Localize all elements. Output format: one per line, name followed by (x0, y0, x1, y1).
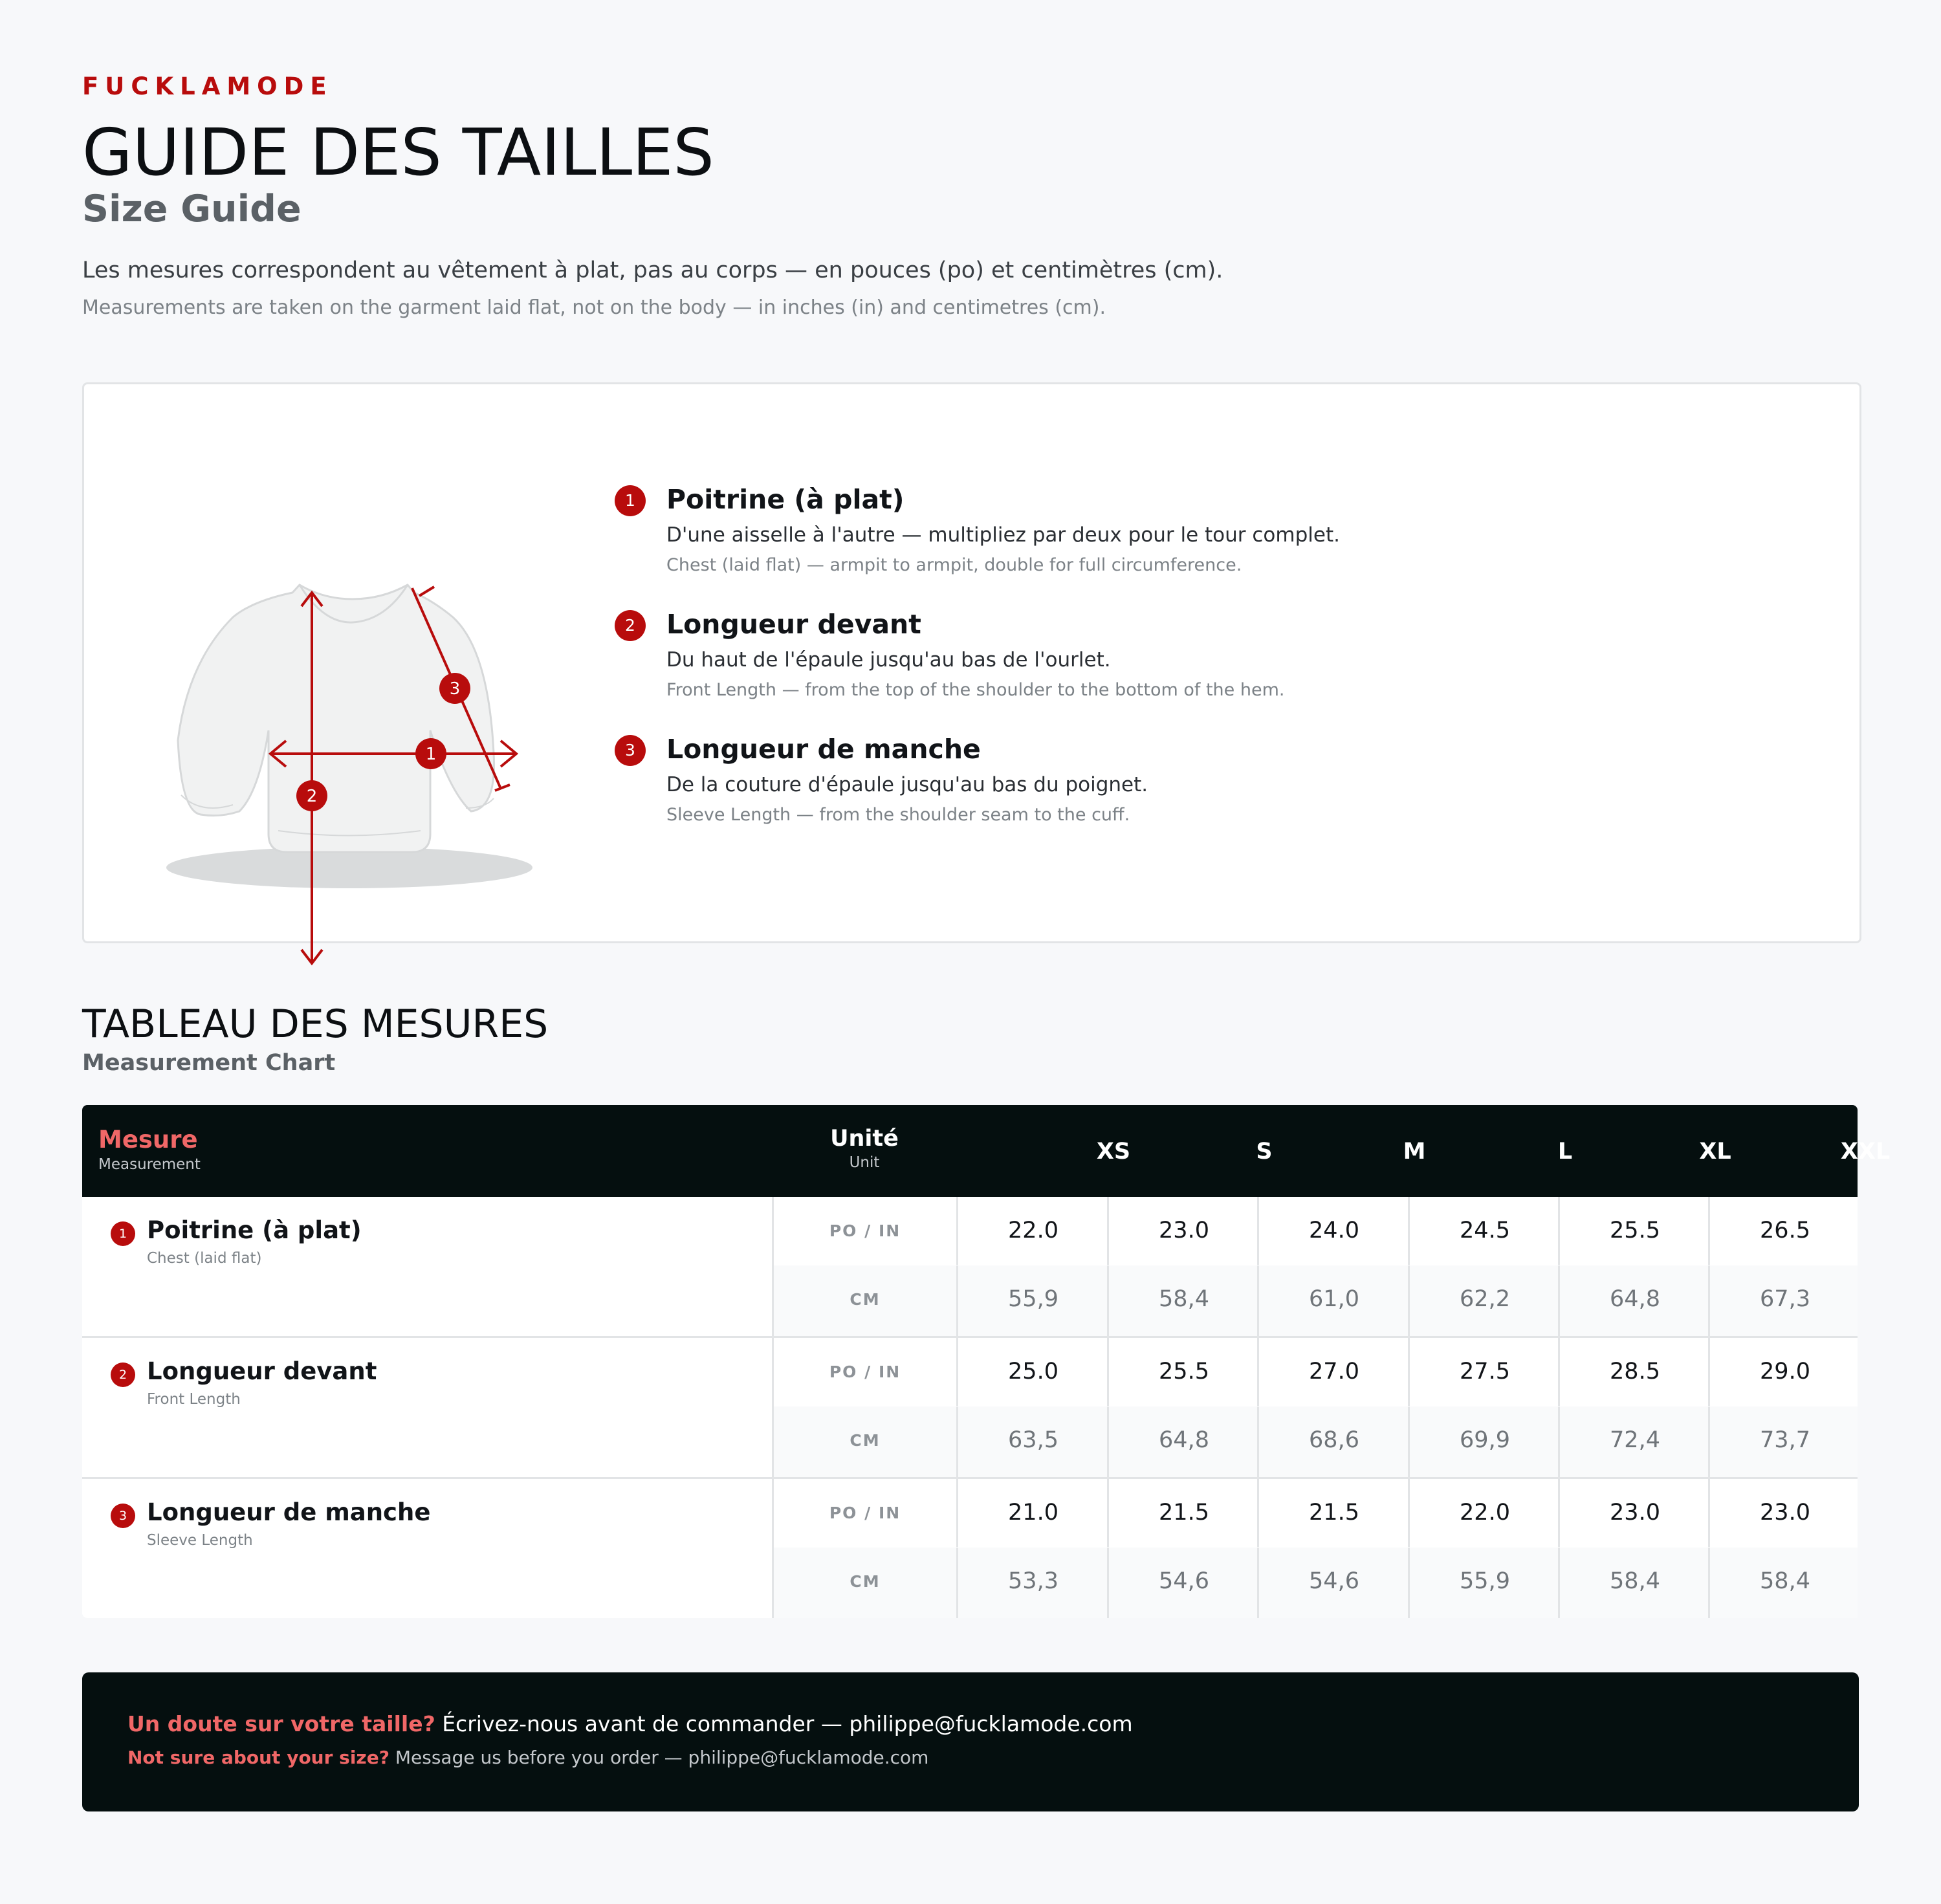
legend-number-badge: 1 (615, 485, 646, 516)
value-cell: 54,6 (1257, 1548, 1409, 1618)
value-cell: 69,9 (1408, 1406, 1560, 1477)
legend-number-badge: 3 (615, 735, 646, 766)
row-number-badge: 1 (111, 1221, 135, 1246)
value-cell: 68,6 (1257, 1406, 1409, 1477)
header-measurement: Mesure Measurement (98, 1126, 201, 1173)
value-cell: 23.0 (1558, 1479, 1710, 1547)
row-number-badge: 3 (111, 1504, 135, 1528)
value-cell: 22.0 (1408, 1479, 1560, 1547)
unit-cell: PO / IN (829, 1504, 901, 1522)
value-cell: 64,8 (1558, 1265, 1710, 1336)
header-size-l: L (1557, 1139, 1573, 1165)
svg-text:1: 1 (425, 745, 437, 764)
row-measurement-name (82, 1479, 774, 1618)
chart-section-title: TABLEAU DES MESURES (82, 1001, 549, 1047)
contact-footer (82, 1672, 1859, 1811)
value-cell: 64,8 (1107, 1406, 1259, 1477)
legend-title: Longueur de manche (666, 734, 981, 765)
header-size-xs: XS (1096, 1139, 1131, 1165)
table-row-inches (774, 1479, 1858, 1547)
legend-item-front-length (615, 606, 1779, 731)
table-header (82, 1105, 1891, 1197)
footer-text-en: Message us before you order — philippe@fucklamode.com (389, 1747, 929, 1768)
legend-item-chest (615, 481, 1779, 606)
header-size-m: M (1403, 1139, 1426, 1165)
legend-description-fr: De la couture d'épaule jusqu'au bas du poignet. (666, 773, 1148, 796)
row-measurement-name (82, 1197, 774, 1336)
value-cell: 24.0 (1257, 1197, 1409, 1265)
value-cell: 25.5 (1558, 1197, 1710, 1265)
legend-description-en: Chest (laid flat) — armpit to armpit, double for full circumference. (666, 555, 1242, 575)
unit-cell: PO / IN (829, 1362, 901, 1381)
value-cell: 55,9 (956, 1265, 1108, 1336)
measurement-table (82, 1105, 1891, 1618)
garment-shadow (166, 847, 532, 888)
legend-description-en: Front Length — from the top of the shoulder to the bottom of the hem. (666, 680, 1285, 700)
row-measurement-name (82, 1338, 774, 1477)
table-row-inches (774, 1338, 1858, 1406)
value-cell: 55,9 (1408, 1548, 1560, 1618)
sweater-body-outline (178, 585, 494, 852)
row-subtitle: Chest (laid flat) (147, 1250, 262, 1267)
value-cell: 58,4 (1708, 1548, 1860, 1618)
row-subtitle: Sleeve Length (147, 1532, 253, 1549)
table-body (82, 1197, 1858, 1618)
value-cell: 73,7 (1708, 1406, 1860, 1477)
table-row-cm (774, 1548, 1858, 1618)
page-subtitle: Size Guide (82, 188, 302, 230)
legend-title: Poitrine (à plat) (666, 484, 905, 515)
header-size-xxl: XXL (1840, 1139, 1891, 1165)
table-row-group (82, 1197, 1858, 1338)
value-cell: 25.5 (1107, 1338, 1259, 1406)
unit-cell: CM (850, 1572, 881, 1591)
value-cell: 61,0 (1257, 1265, 1409, 1336)
value-cell: 67,3 (1708, 1265, 1860, 1336)
value-cell: 27.0 (1257, 1338, 1409, 1406)
footer-question-en: Not sure about your size? (127, 1747, 389, 1768)
footer-line-en (127, 1747, 928, 1768)
sweater-diagram (162, 455, 550, 908)
legend-description-fr: D'une aisselle à l'autre — multipliez par deux pour le tour complet. (666, 523, 1340, 547)
legend-description-en: Sleeve Length — from the shoulder seam to the cuff. (666, 805, 1130, 825)
table-row-group (82, 1479, 1858, 1618)
page-title: GUIDE DES TAILLES (82, 115, 714, 190)
table-row-cm (774, 1406, 1858, 1477)
footer-line-fr (127, 1711, 1133, 1736)
value-cell: 62,2 (1408, 1265, 1560, 1336)
value-cell: 72,4 (1558, 1406, 1710, 1477)
header-size-s: S (1256, 1139, 1273, 1165)
legend-number-badge: 2 (615, 610, 646, 641)
value-cell: 23.0 (1107, 1197, 1259, 1265)
value-cell: 54,6 (1107, 1548, 1259, 1618)
unit-cell: CM (850, 1431, 881, 1450)
row-subtitle: Front Length (147, 1391, 241, 1408)
legend-description-fr: Du haut de l'épaule jusqu'au bas de l'ourlet. (666, 648, 1111, 672)
value-cell: 21.5 (1107, 1479, 1259, 1547)
value-cell: 28.5 (1558, 1338, 1710, 1406)
measurement-legend (615, 481, 1779, 856)
intro-english: Measurements are taken on the garment laid flat, not on the body — in inches (in) and centimetres (cm). (82, 296, 1106, 319)
value-cell: 25.0 (956, 1338, 1108, 1406)
svg-text:2: 2 (306, 787, 318, 806)
svg-text:3: 3 (449, 679, 461, 699)
row-title: Longueur devant (147, 1357, 377, 1385)
value-cell: 26.5 (1708, 1197, 1860, 1265)
table-row-group (82, 1338, 1858, 1479)
legend-item-sleeve-length (615, 731, 1779, 856)
header-size-xl: XL (1699, 1139, 1731, 1165)
header-unit: Unité Unit (830, 1126, 899, 1171)
value-cell: 22.0 (956, 1197, 1108, 1265)
value-cell: 27.5 (1408, 1338, 1560, 1406)
footer-question-fr: Un doute sur votre taille? (127, 1711, 435, 1736)
row-title: Longueur de manche (147, 1498, 431, 1526)
table-row-cm (774, 1265, 1858, 1336)
value-cell: 53,3 (956, 1548, 1108, 1618)
footer-text-fr: Écrivez-nous avant de commander — philippe@fucklamode.com (435, 1711, 1133, 1736)
row-title: Poitrine (à plat) (147, 1216, 362, 1244)
value-cell: 21.0 (956, 1479, 1108, 1547)
unit-cell: CM (850, 1290, 881, 1309)
value-cell: 23.0 (1708, 1479, 1860, 1547)
value-cell: 24.5 (1408, 1197, 1560, 1265)
intro-french: Les mesures correspondent au vêtement à plat, pas au corps — en pouces (po) et centimètres (cm). (82, 257, 1223, 283)
unit-cell: PO / IN (829, 1221, 901, 1240)
legend-title: Longueur devant (666, 609, 921, 640)
value-cell: 63,5 (956, 1406, 1108, 1477)
chart-section-subtitle: Measurement Chart (82, 1050, 336, 1076)
value-cell: 29.0 (1708, 1338, 1860, 1406)
table-row-inches (774, 1197, 1858, 1265)
value-cell: 21.5 (1257, 1479, 1409, 1547)
value-cell: 58,4 (1558, 1548, 1710, 1618)
row-number-badge: 2 (111, 1362, 135, 1387)
value-cell: 58,4 (1107, 1265, 1259, 1336)
measurement-diagram-card (82, 382, 1861, 943)
brand-name: FUCKLAMODE (82, 72, 333, 100)
